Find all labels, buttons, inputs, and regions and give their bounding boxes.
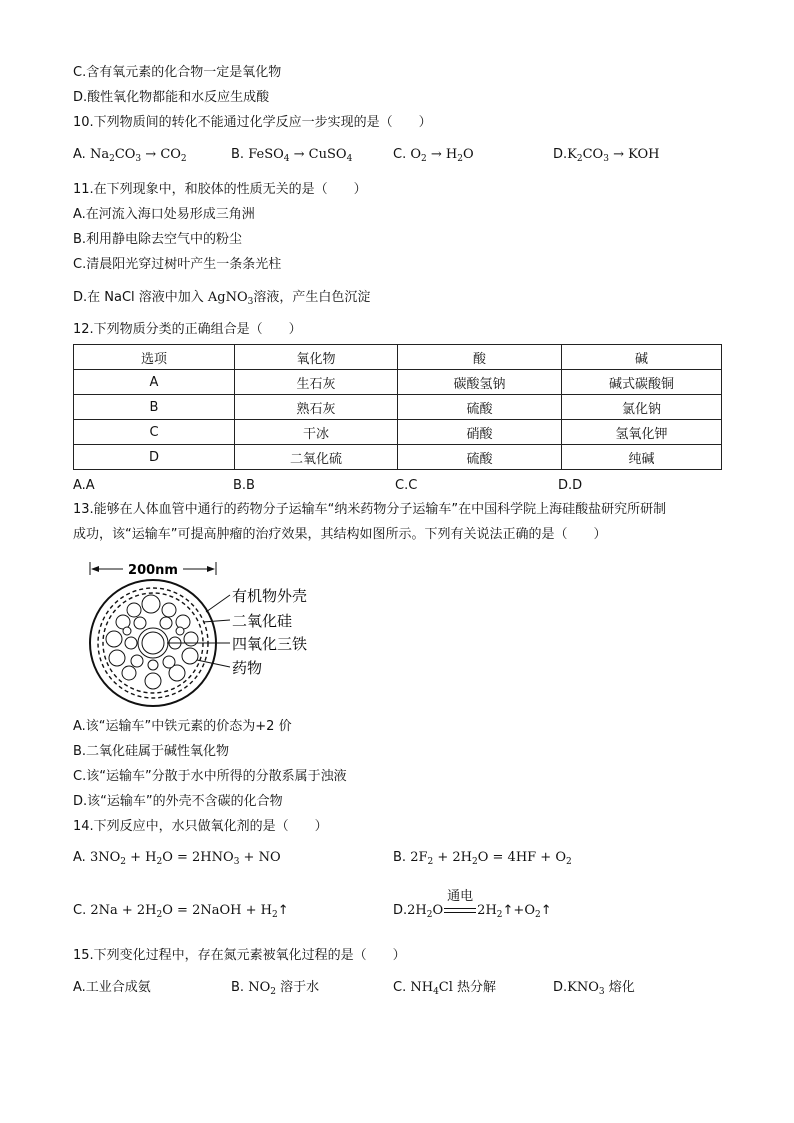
table-header-cell: 酸 xyxy=(398,345,562,370)
question-14-stem: 14.下列反应中，水只做氧化剂的是（ ） xyxy=(73,819,328,834)
table-cell: 碳酸氢钠 xyxy=(398,370,562,395)
q14-option-c: C. $2Na + 2H_2O$ = 2NaOH + $H_2↑$ xyxy=(73,903,289,920)
classification-table xyxy=(73,344,722,470)
q14-option-d: $D.2H_2O$ 通电 $2H_2↑+O_2↑$ xyxy=(393,888,552,920)
question-12-stem: 12.下列物质分类的正确组合是（ ） xyxy=(73,322,302,337)
table-header-cell: 氧化物 xyxy=(235,345,398,370)
dimension-label: 200nm xyxy=(128,563,178,578)
table-header-cell: 选项 xyxy=(74,345,235,370)
drug-particle xyxy=(176,615,190,629)
label-iron-oxide: 四氧化三铁 xyxy=(232,635,308,653)
question-11-stem: 11.在下列现象中，和胶体的性质无关的是（ ） xyxy=(73,182,367,197)
table-cell: 干冰 xyxy=(235,420,398,445)
table-cell: 熟石灰 xyxy=(235,395,398,420)
q14-option-a: A. $3NO_2 + H_2O = 2HNO_3$ + NO xyxy=(73,850,281,867)
q12-option-c: C.C xyxy=(395,478,418,493)
table-cell: A xyxy=(74,370,235,395)
q13-option-a: A.该“运输车”中铁元素的价态为+2 价 xyxy=(73,719,292,734)
q12-option-a: A.A xyxy=(73,478,95,493)
leader-line-silica xyxy=(203,620,230,622)
q15-option-a: A.工业合成氨 xyxy=(73,980,151,995)
q15-option-c: C. $NH_4Cl$ 热分解 xyxy=(393,980,497,997)
label-drug: 药物 xyxy=(232,659,263,677)
drug-particle xyxy=(125,637,137,649)
q15-option-b: B. $NO_2$ 溶于水 xyxy=(231,980,320,997)
q10-option-d: $D.K_2CO_3$ → KOH xyxy=(553,147,660,164)
q11-option-c: C.清晨阳光穿过树叶产生一条条光柱 xyxy=(73,257,282,272)
table-cell: 氢氧化钾 xyxy=(562,420,722,445)
drug-particle xyxy=(176,627,184,635)
table-cell: 硫酸 xyxy=(398,445,562,470)
question-14-options-row1 xyxy=(73,849,733,867)
question-14-options-row2 xyxy=(73,888,733,920)
q11-option-a: A.在河流入海口处易形成三角洲 xyxy=(73,207,255,222)
q11-option-d: D.在 NaCl 溶液中加入 AgNO$_3$溶液，产生白色沉淀 xyxy=(73,290,371,307)
question-15-options xyxy=(73,979,733,997)
reaction-condition-label: 通电 xyxy=(447,888,474,904)
table-cell: 硝酸 xyxy=(398,420,562,445)
label-silica: 二氧化硅 xyxy=(232,612,293,630)
nano-carrier-diagram xyxy=(85,557,335,712)
table-cell: 氯化钠 xyxy=(562,395,722,420)
drug-particle xyxy=(122,666,136,680)
drug-particle xyxy=(123,627,131,635)
drug-particle xyxy=(142,595,160,613)
question-13-stem-line1: 13.能够在人体血管中通行的药物分子运输车“纳米药物分子运输车”在中国科学院上海硅酸盐研究所研制 xyxy=(73,502,667,517)
drug-particles xyxy=(106,595,198,689)
drug-particle xyxy=(109,650,125,666)
question-12-options xyxy=(73,477,733,495)
q13-option-b: B.二氧化硅属于碱性氧化物 xyxy=(73,744,230,759)
drug-particle xyxy=(127,603,141,617)
core-particle-inner xyxy=(142,632,164,654)
q10-option-a: A. $Na_2CO_3 \to CO_2$ xyxy=(73,147,187,164)
leader-line-shell xyxy=(206,595,230,612)
q12-option-b: B.B xyxy=(233,478,255,493)
question-15-stem: 15.下列变化过程中，存在氮元素被氧化过程的是（ ） xyxy=(73,948,406,963)
electrolysis-equals-sign xyxy=(443,888,477,918)
table-cell: 二氧化硫 xyxy=(235,445,398,470)
table-row xyxy=(74,445,722,470)
dimension-arrow-right xyxy=(207,566,215,572)
table-header-row xyxy=(74,345,722,370)
drug-particle xyxy=(106,631,122,647)
label-organic-shell: 有机物外壳 xyxy=(232,587,308,605)
option-c-oxide-statement: C.含有氧元素的化合物一定是氧化物 xyxy=(73,65,282,80)
drug-particle xyxy=(184,632,198,646)
drug-particle xyxy=(134,617,146,629)
q14-option-b: B. $2F_2 + 2H_2O = 4HF + O_2$ xyxy=(393,850,572,867)
question-13-stem-line2: 成功，该“运输车”可提高肿瘤的治疗效果，其结构如图所示。下列有关说法正确的是（ ） xyxy=(73,527,607,542)
question-10-stem: 10.下列物质间的转化不能通过化学反应一步实现的是（ ） xyxy=(73,115,432,130)
table-row xyxy=(74,395,722,420)
drug-particle xyxy=(182,648,198,664)
question-10-options xyxy=(73,146,733,164)
table-cell: 生石灰 xyxy=(235,370,398,395)
drug-particle xyxy=(131,655,143,667)
q11-option-b: B.利用静电除去空气中的粉尘 xyxy=(73,232,243,247)
drug-particle xyxy=(162,603,176,617)
q13-option-c: C.该“运输车”分散于水中所得的分散系属于浊液 xyxy=(73,769,347,784)
drug-particle xyxy=(145,673,161,689)
table-cell: B xyxy=(74,395,235,420)
drug-particle xyxy=(148,660,158,670)
drug-particle xyxy=(163,656,175,668)
q10-option-b: B. FeSO$_4$ → CuSO$_4$ xyxy=(231,147,353,164)
table-row xyxy=(74,420,722,445)
table-cell: D xyxy=(74,445,235,470)
table-cell: 碱式碳酸铜 xyxy=(562,370,722,395)
drug-particle xyxy=(160,617,172,629)
q10-option-c: C. $O_2 \to H_2O$ xyxy=(393,147,474,164)
table-row xyxy=(74,370,722,395)
q12-option-d: D.D xyxy=(558,478,583,493)
q15-option-d: $D.KNO_3$ 熔化 xyxy=(553,980,635,997)
dimension-arrow-left xyxy=(91,566,99,572)
table-header-cell: 碱 xyxy=(562,345,722,370)
table-cell: 纯碱 xyxy=(562,445,722,470)
option-d-acidic-oxide-statement: D.酸性氧化物都能和水反应生成酸 xyxy=(73,90,270,105)
q13-option-d: D.该“运输车”的外壳不含碳的化合物 xyxy=(73,794,283,809)
table-cell: 硫酸 xyxy=(398,395,562,420)
table-cell: C xyxy=(74,420,235,445)
